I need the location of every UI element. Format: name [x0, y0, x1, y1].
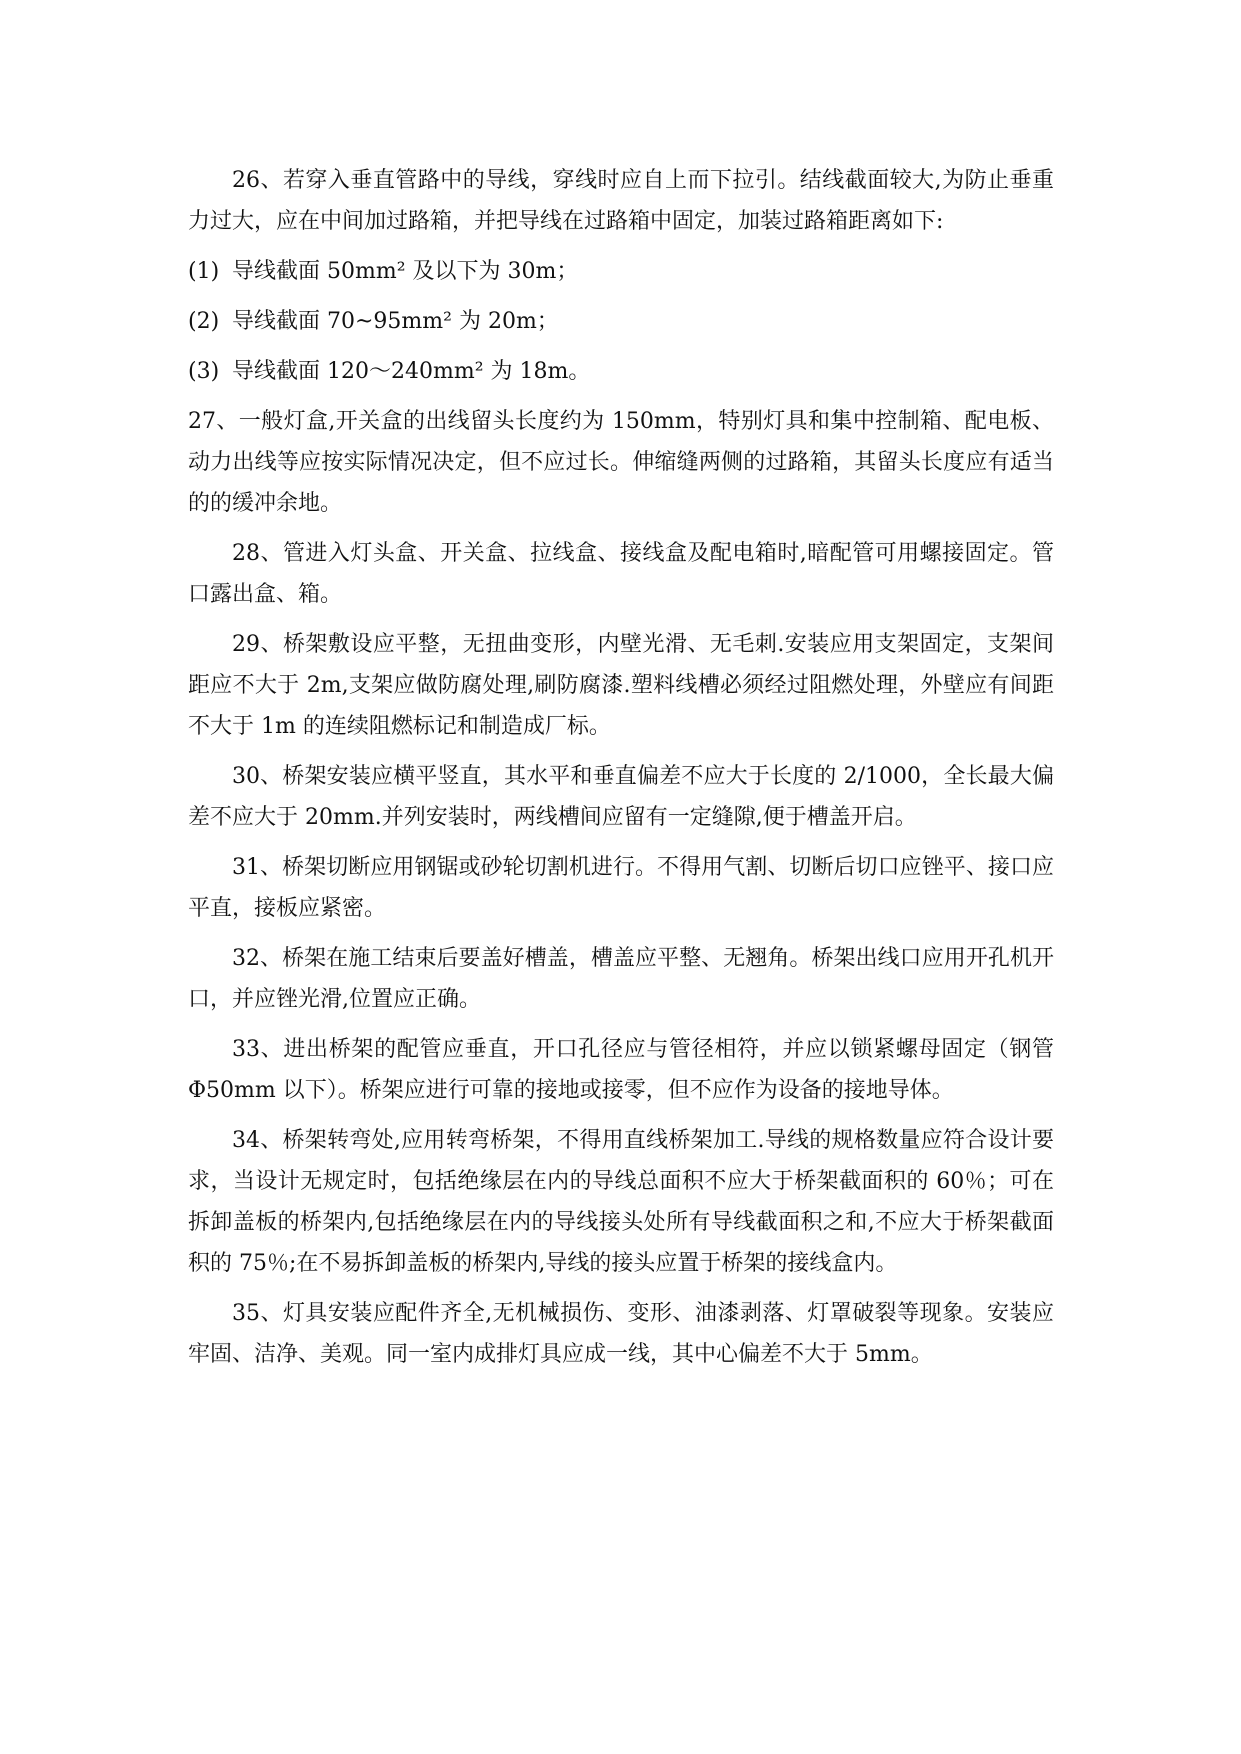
list-item [188, 351, 1054, 392]
document-page [188, 160, 1054, 1384]
paragraph-26: 26、若穿入垂直管路中的导线，穿线时应自上而下拉引。结线截面较大,为防止垂重力过大，应在中间加过路箱，并把导线在过路箱中固定，加装过路箱距离如下: [188, 168, 1054, 234]
list-item-text: 导线截面 50mm² 及以下为 30m； [232, 259, 579, 284]
paragraph-35: 35、灯具安装应配件齐全,无机械损伤、变形、油漆剥落、灯罩破裂等现象。安装应牢固、洁净、美观。同一室内成排灯具应成一线，其中心偏差不大于 5mm。 [188, 1301, 1054, 1367]
paragraph-32: 32、桥架在施工结束后要盖好槽盖，槽盖应平整、无翘角。桥架出线口应用开孔机开口，并应锉光滑,位置应正确。 [188, 946, 1054, 1012]
list-item [188, 251, 1054, 292]
paragraph-33: 33、进出桥架的配管应垂直，开口孔径应与管径相符，并应以锁紧螺母固定（钢管Φ50mm 以下）。桥架应进行可靠的接地或接零，但不应作为设备的接地导体。 [188, 1037, 1054, 1103]
list-item-text: 导线截面 70~95mm² 为 20m； [232, 309, 559, 334]
paragraph-27: 27、一般灯盒,开关盒的出线留头长度约为 150mm，特别灯具和集中控制箱、配电板、动力出线等应按实际情况决定，但不应过长。伸缩缝两侧的过路箱，其留头长度应有适当的的缓冲余地。 [188, 409, 1054, 516]
distance-list [188, 251, 1054, 392]
list-item-number: (3) [188, 359, 220, 384]
list-item-number: (1) [188, 259, 220, 284]
paragraph-30: 30、桥架安装应横平竖直，其水平和垂直偏差不应大于长度的 2/1000，全长最大偏差不应大于 20mm.并列安装时，两线槽间应留有一定缝隙,便于槽盖开启。 [188, 764, 1054, 830]
list-item-text: 导线截面 120～240mm² 为 18m。 [232, 359, 591, 384]
list-item [188, 301, 1054, 342]
paragraph-31: 31、桥架切断应用钢锯或砂轮切割机进行。不得用气割、切断后切口应锉平、接口应平直，接板应紧密。 [188, 855, 1054, 921]
paragraph-34: 34、桥架转弯处,应用转弯桥架，不得用直线桥架加工.导线的规格数量应符合设计要求，当设计无规定时，包括绝缘层在内的导线总面积不应大于桥架截面积的 60％；可在拆卸盖板的桥架内,包括绝缘层在内的导线接头处所有导线截面积之和,不应大于桥架截面积的 75％;在不易拆卸盖板的桥架内,导线的接头应置于桥架的接线盒内。 [188, 1128, 1054, 1276]
list-item-number: (2) [188, 309, 220, 334]
paragraph-29: 29、桥架敷设应平整，无扭曲变形，内壁光滑、无毛刺.安装应用支架固定，支架间距应不大于 2m,支架应做防腐处理,刷防腐漆.塑料线槽必须经过阻燃处理，外壁应有间距不大于 1m 的连续阻燃标记和制造成厂标。 [188, 632, 1054, 739]
paragraph-28: 28、管进入灯头盒、开关盒、拉线盒、接线盒及配电箱时,暗配管可用螺接固定。管口露出盒、箱。 [188, 541, 1054, 607]
